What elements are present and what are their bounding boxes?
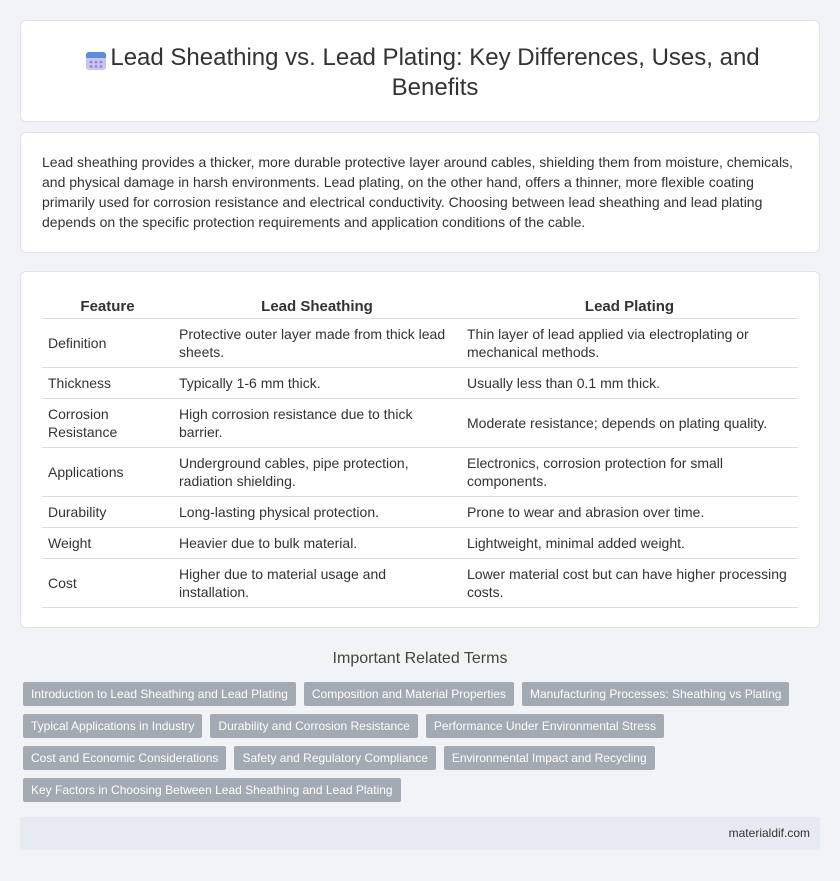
table-row [42, 398, 798, 447]
table-cell: Prone to wear and abrasion over time. [461, 496, 798, 527]
table-cell: Applications [42, 447, 173, 496]
comparison-card [20, 271, 820, 628]
related-terms-list [23, 682, 813, 802]
related-term-tag[interactable]: Durability and Corrosion Resistance [210, 714, 417, 738]
table-header-row [42, 296, 798, 318]
table-cell: Underground cables, pipe protection, radiation shielding. [173, 447, 461, 496]
related-terms-heading: Important Related Terms [332, 650, 508, 667]
table-row [42, 318, 798, 367]
table-cell: Typically 1-6 mm thick. [173, 367, 461, 398]
table-cell: Durability [42, 496, 173, 527]
comparison-table [42, 296, 798, 608]
table-cell: Long-lasting physical protection. [173, 496, 461, 527]
related-term-tag[interactable]: Manufacturing Processes: Sheathing vs Plating [522, 682, 789, 706]
table-cell: High corrosion resistance due to thick barrier. [173, 398, 461, 447]
page-title: Lead Sheathing vs. Lead Plating: Key Differences, Uses, and Benefits [110, 44, 760, 101]
related-term-tag[interactable]: Safety and Regulatory Compliance [234, 746, 435, 770]
table-cell: Cost [42, 558, 173, 607]
table-row [42, 527, 798, 558]
related-term-tag[interactable]: Performance Under Environmental Stress [426, 714, 664, 738]
related-term-tag[interactable]: Typical Applications in Industry [23, 714, 202, 738]
table-cell: Lower material cost but can have higher processing costs. [461, 558, 798, 607]
site-link[interactable]: materialdif.com [728, 826, 810, 840]
table-row [42, 367, 798, 398]
table-cell: Moderate resistance; depends on plating quality. [461, 398, 798, 447]
intro-paragraph: Lead sheathing provides a thicker, more durable protective layer around cables, shielding them from moisture, chemicals, and physical damage in harsh environments. Lead plating, on the other hand, offers a thinner, more flexible coating primarily used for corrosion resistance and electrical conductivity. Choosing between lead sheathing and lead plating depends on the specific protection requirements and application conditions of the cable. [42, 154, 793, 230]
related-term-tag[interactable]: Cost and Economic Considerations [23, 746, 226, 770]
table-cell: Thin layer of lead applied via electroplating or mechanical methods. [461, 318, 798, 367]
column-header-lead-plating: Lead Plating [461, 296, 798, 318]
table-cell: Thickness [42, 367, 173, 398]
table-cell: Higher due to material usage and installation. [173, 558, 461, 607]
table-cell: Weight [42, 527, 173, 558]
related-term-tag[interactable]: Introduction to Lead Sheathing and Lead Plating [23, 682, 296, 706]
table-cell: Usually less than 0.1 mm thick. [461, 367, 798, 398]
table-cell: Lightweight, minimal added weight. [461, 527, 798, 558]
table-cell: Heavier due to bulk material. [173, 527, 461, 558]
footer-bar [20, 817, 820, 850]
table-row [42, 496, 798, 527]
column-header-lead-sheathing: Lead Sheathing [173, 296, 461, 318]
title-card [20, 20, 820, 122]
related-term-tag[interactable]: Composition and Material Properties [304, 682, 514, 706]
related-term-tag[interactable]: Environmental Impact and Recycling [444, 746, 655, 770]
table-cell: Protective outer layer made from thick lead sheets. [173, 318, 461, 367]
table-cell: Corrosion Resistance [42, 398, 173, 447]
column-header-feature: Feature [42, 296, 173, 318]
related-term-tag[interactable]: Key Factors in Choosing Between Lead Sheathing and Lead Plating [23, 778, 401, 802]
intro-card [20, 132, 820, 253]
table-cell: Definition [42, 318, 173, 367]
table-row [42, 558, 798, 607]
table-row [42, 447, 798, 496]
table-cell: Electronics, corrosion protection for small components. [461, 447, 798, 496]
